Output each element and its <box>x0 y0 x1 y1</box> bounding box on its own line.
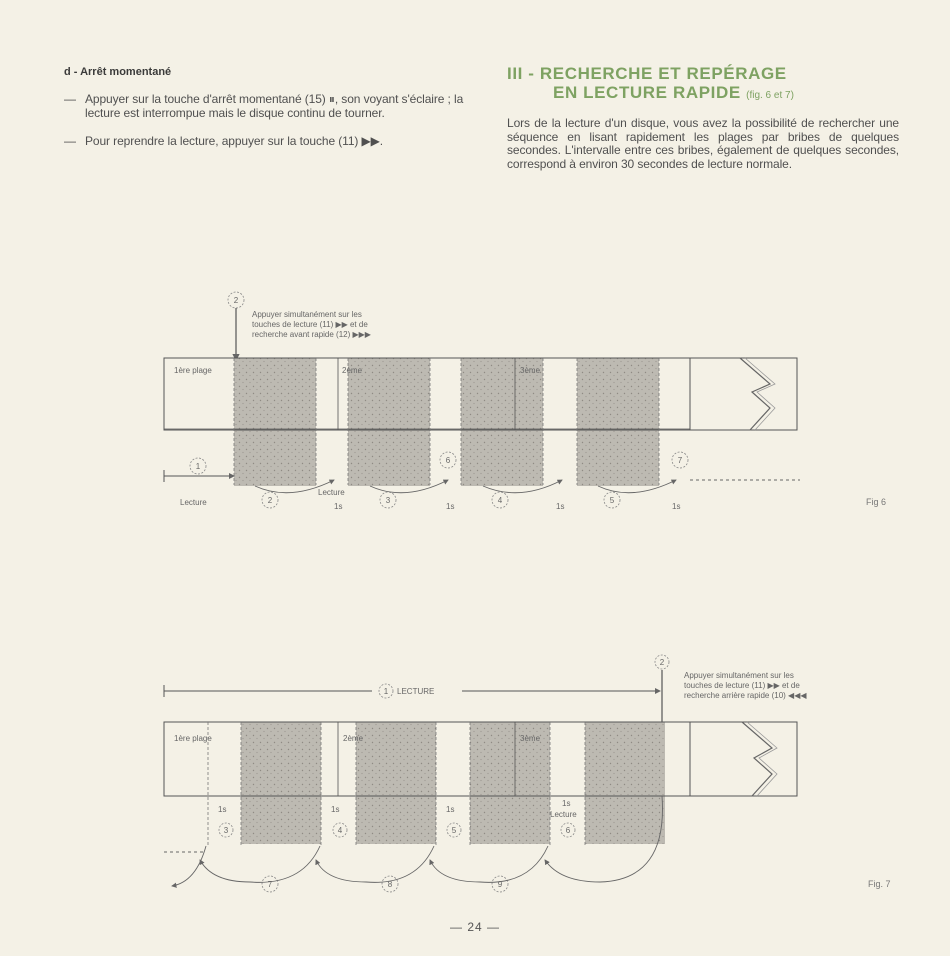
right-column <box>507 64 899 183</box>
track-label: 3ème <box>520 366 541 375</box>
section-title: III - RECHERCHE ET REPÉRAGE EN LECTURE RAPIDE (fig. 6 et 7) <box>507 64 794 102</box>
track-label: 1ère plage <box>174 366 212 375</box>
step-number: 6 <box>445 456 451 465</box>
figure-6 <box>0 280 950 520</box>
step-number: 4 <box>337 826 343 835</box>
paragraph-pause: — Appuyer sur la touche d'arrêt momentané (15) ⏸, son voyant s'éclaire ; la lecture est interrompue mais le disque continu de tourner. <box>64 92 464 120</box>
note-line: recherche arrière rapide (10) ◀◀◀ <box>684 691 807 700</box>
left-column <box>64 66 464 162</box>
step-number: 8 <box>387 880 393 889</box>
step-number: 3 <box>385 496 391 505</box>
step-number: 4 <box>497 496 503 505</box>
page-number: — 24 — <box>449 920 500 934</box>
duration-label: 1s <box>334 502 343 511</box>
lecture-label: Lecture <box>318 488 345 497</box>
lecture-label: Lecture <box>180 498 207 507</box>
duration-label: 1s <box>556 502 565 511</box>
step-number: 7 <box>677 456 683 465</box>
lecture-label: LECTURE <box>397 687 435 696</box>
lecture-block <box>461 358 543 486</box>
track-label: 2ème <box>342 366 363 375</box>
lecture-label: Lecture <box>550 810 577 819</box>
list-dash: — <box>64 134 76 148</box>
callout-number: 2 <box>659 658 665 667</box>
figure-caption: Fig. 7 <box>868 879 891 889</box>
duration-label: 1s <box>331 805 340 814</box>
lecture-block <box>234 358 316 486</box>
step-number: 6 <box>565 826 571 835</box>
lecture-block <box>585 722 665 844</box>
note-line: Appuyer simultanément sur les <box>252 310 362 319</box>
paragraph-resume: — Pour reprendre la lecture, appuyer sur la touche (11) ▶▶. <box>64 134 384 148</box>
duration-label: 1s <box>562 799 571 808</box>
lecture-block <box>241 722 321 844</box>
step-number: 2 <box>267 496 273 505</box>
lecture-block <box>348 358 430 486</box>
step-number: 9 <box>497 880 503 889</box>
duration-label: 1s <box>446 502 455 511</box>
note-line: touches de lecture (11) ▶▶ et de <box>252 320 368 329</box>
step-number: 7 <box>267 880 273 889</box>
duration-label: 1s <box>672 502 681 511</box>
duration-label: 1s <box>446 805 455 814</box>
intro-paragraph: Lors de la lecture d'un disque, vous avez la possibilité de rechercher une séquence en lisant rapidement les plages par bribes de quelques secondes. L'intervalle entre ces bribes, également de quelques secondes, correspond à environ 30 secondes de lecture normale. <box>507 116 899 171</box>
note-line: recherche avant rapide (12) ▶▶▶ <box>252 330 371 339</box>
note-line: touches de lecture (11) ▶▶ et de <box>684 681 800 690</box>
track-label: 2ème <box>343 734 364 743</box>
figure-7 <box>0 650 950 900</box>
step-number: 1 <box>195 462 201 471</box>
step-number: 5 <box>609 496 615 505</box>
list-dash: — <box>64 92 76 106</box>
track-label: 3ème <box>520 734 541 743</box>
track-label: 1ère plage <box>174 734 212 743</box>
lecture-block <box>356 722 436 844</box>
lecture-block <box>577 358 659 486</box>
figure-reference: (fig. 6 et 7) <box>746 90 794 101</box>
subheading-arret-momentane: d - Arrêt momentané <box>64 66 172 78</box>
step-number: 3 <box>223 826 229 835</box>
callout-number: 2 <box>233 296 239 305</box>
step-number: 1 <box>383 687 389 696</box>
step-number: 5 <box>451 826 457 835</box>
duration-label: 1s <box>218 805 227 814</box>
figure-caption: Fig 6 <box>866 497 887 507</box>
note-line: Appuyer simultanément sur les <box>684 671 794 680</box>
